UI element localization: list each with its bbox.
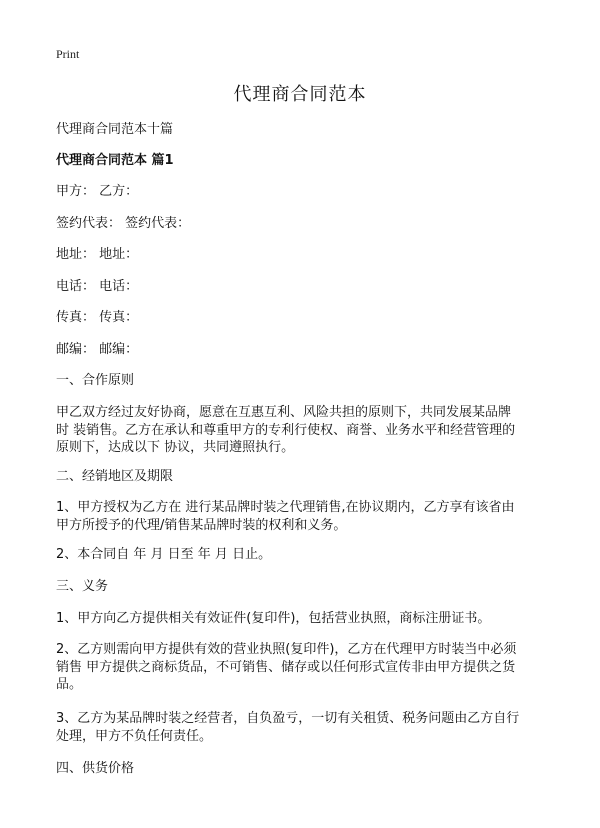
paragraph-line: 处理，甲方不负任何责任。	[56, 728, 213, 744]
paragraph-line: 销售 甲方提供之商标货品，不可销售、储存或以任何形式宣传非由甲方提供之货	[56, 659, 516, 675]
paragraph-obligation-2	[56, 641, 546, 694]
party-line-address: 地址： 地址：	[56, 247, 139, 262]
party-line-name: 甲方： 乙方：	[56, 184, 139, 199]
paragraph-line: 甲方所授予的代理/销售某品牌时装的权利和义务。	[56, 517, 347, 533]
paragraph-line: 时 装销售。乙方在承认和尊重甲方的专利行使权、商誉、业务水平和经营管理的	[56, 422, 516, 438]
paragraph-line: 甲乙双方经过友好协商，愿意在互惠互利、风险共担的原则下，共同发展某品牌	[56, 405, 512, 420]
document-title: 代理商合同范本	[233, 84, 367, 105]
paragraph-authorization	[56, 499, 546, 534]
paragraph-term: 2、本合同自 年 月 日至 年 月 日止。	[56, 547, 272, 562]
paragraph-line: 原则下，达成以下 协议，共同遵照执行。	[56, 440, 295, 455]
heading-cooperation-principle: 一、合作原则	[56, 373, 135, 388]
document-subtitle: 代理商合同范本十篇	[56, 122, 174, 137]
paragraph-line: 品。	[56, 677, 83, 692]
party-line-postcode: 邮编： 邮编：	[56, 342, 139, 357]
paragraph-line: 3、乙方为某品牌时装之经营者，自负盈亏，一切有关租赁、税务问题由乙方自行	[56, 711, 520, 726]
paragraph-line: 1、甲方授权为乙方在 进行某品牌时装之代理销售,在协议期内，乙方享有该省由	[56, 500, 515, 515]
heading-supply-price: 四、供货价格	[56, 761, 135, 776]
party-line-representative: 签约代表： 签约代表：	[56, 216, 191, 231]
party-line-phone: 电话： 电话：	[56, 279, 139, 294]
heading-region-period: 二、经销地区及期限	[56, 469, 174, 484]
paragraph-line: 2、乙方则需向甲方提供有效的营业执照(复印件)，乙方在代理甲方时装当中必须	[56, 642, 517, 657]
section-heading: 代理商合同范本 篇1	[56, 153, 174, 168]
paragraph-cooperation	[56, 404, 546, 457]
paragraph-obligation-3	[56, 710, 546, 745]
print-label: Print	[56, 47, 80, 61]
heading-obligations: 三、义务	[56, 579, 109, 594]
party-line-fax: 传真： 传真：	[56, 310, 139, 325]
paragraph-obligation-1: 1、甲方向乙方提供相关有效证件(复印件)，包括营业执照，商标注册证书。	[56, 611, 491, 626]
